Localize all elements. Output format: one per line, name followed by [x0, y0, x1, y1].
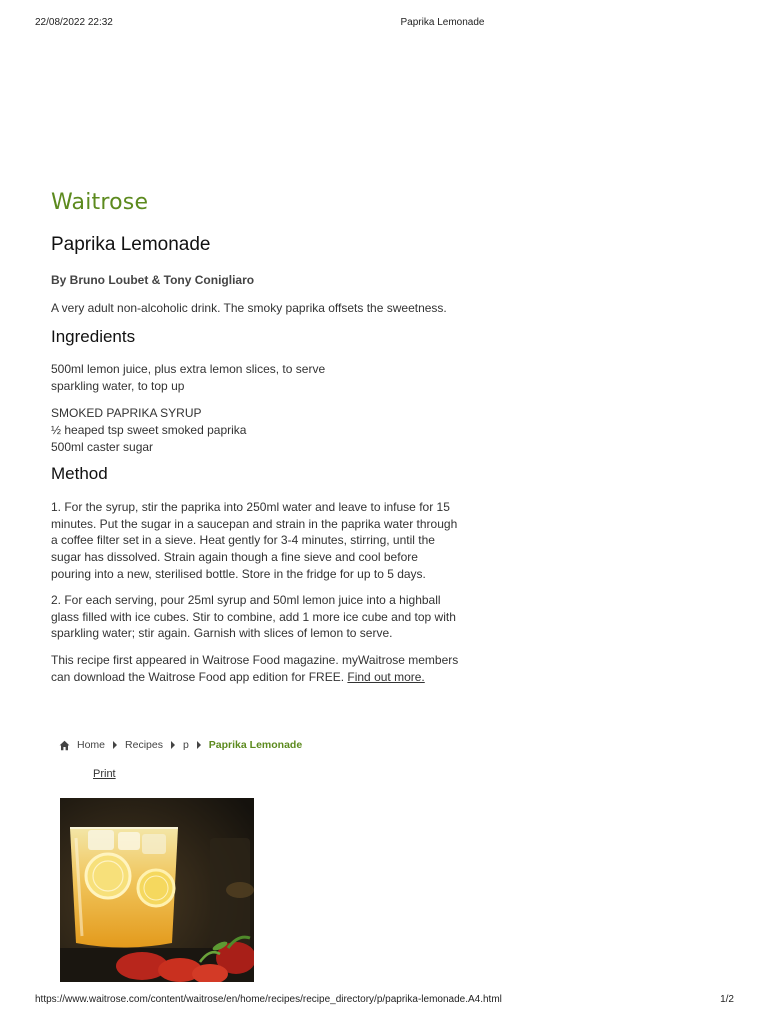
home-icon[interactable] [59, 740, 70, 751]
breadcrumb-home[interactable]: Home [77, 739, 106, 751]
ingredients-heading: Ingredients [51, 327, 136, 346]
print-url: https://www.waitrose.com/content/waitrose/en/home/recipes/recipe_directory/p/paprika-lemonade.A4.html [35, 994, 502, 1005]
breadcrumb-recipes[interactable]: Recipes [125, 739, 163, 751]
ingredient-item: 500ml lemon juice, plus extra lemon slices, to serve [51, 362, 326, 376]
recipe-photo [60, 798, 254, 982]
waitrose-logo[interactable]: Waitrose [51, 190, 149, 215]
method-step-2: 2. For each serving, pour 25ml syrup and 50ml lemon juice into a highball glass filled with ice cubes. Stir to combine, add 1 more ice cube and top with sparkling water; stir again. Garnish with slices of lemon to serve. [51, 593, 456, 641]
chevron-right-icon [113, 741, 117, 749]
syrup-ingredients-list [51, 405, 246, 456]
chevron-right-icon [197, 741, 201, 749]
recipe-intro: A very adult non-alcoholic drink. The smoky paprika offsets the sweetness. [51, 301, 447, 315]
breadcrumb-current: Paprika Lemonade [208, 739, 303, 751]
recipe-byline: By Bruno Loubet & Tony Conigliaro [51, 273, 255, 287]
ingredient-item: ½ heaped tsp sweet smoked paprika [51, 423, 247, 437]
ingredient-item: sparkling water, to top up [51, 379, 185, 393]
find-out-more-link[interactable]: Find out more. [347, 669, 425, 684]
ingredients-list [51, 361, 325, 395]
syrup-subheading: SMOKED PAPRIKA SYRUP [51, 406, 202, 420]
recipe-title: Paprika Lemonade [51, 234, 211, 255]
print-button[interactable]: Print [93, 768, 116, 780]
print-page-title: Paprika Lemonade [400, 17, 485, 28]
print-date: 22/08/2022 22:32 [35, 17, 113, 28]
method-heading: Method [51, 464, 108, 483]
magazine-note [51, 652, 461, 685]
breadcrumb-letter-p[interactable]: p [182, 739, 189, 751]
print-page-number: 1/2 [720, 994, 734, 1005]
breadcrumb [59, 739, 302, 751]
ingredient-item: 500ml caster sugar [51, 440, 154, 454]
chevron-right-icon [171, 741, 175, 749]
method-step-1: 1. For the syrup, stir the paprika into 250ml water and leave to infuse for 15 minutes. Put the sugar in a saucepan and strain in the paprika water through a coffee filter set in a sieve. Heat gently for 3-4 minutes, stirring, until the sugar has dissolved. Strain again though a fine sieve and cool before pouring into a new, sterilised bottle. Store in the fridge for up to 5 days. [51, 500, 458, 581]
magazine-note-text: This recipe first appeared in Waitrose Food magazine. myWaitrose members can download the Waitrose Food app edition for FREE. [51, 653, 459, 684]
